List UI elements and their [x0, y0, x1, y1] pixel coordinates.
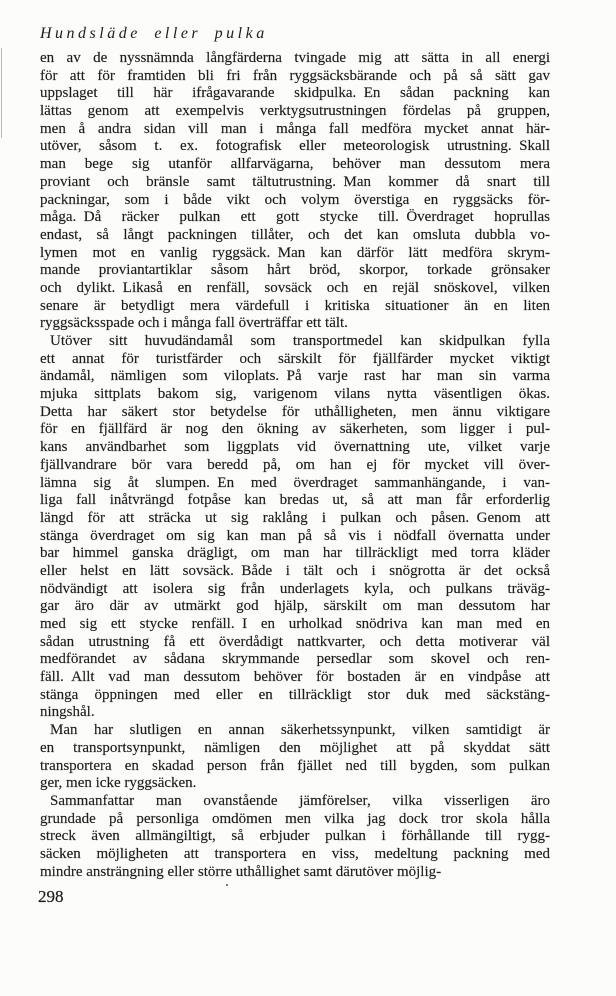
- text-line: man bege sig utanför allfarvägarna, behöver man dessutom mera: [40, 156, 550, 173]
- text-line: liga fall inåtvrängd fotpåse kan bredas ut, så att man får erforderlig: [40, 492, 550, 509]
- text-line: packningar, som i både vikt och volym överstiga en ryggsäcks för-: [40, 191, 550, 208]
- text-line: fjällvandrare bör vara beredd på, om han ej för mycket vill över-: [40, 456, 550, 473]
- text-line: uppslaget till här ifrågavarande skidpulka. En sådan packning kan: [40, 85, 550, 102]
- paragraph: [40, 50, 550, 333]
- paragraph: [40, 793, 550, 881]
- print-speck: [226, 884, 228, 886]
- text-line: sådan utrustning få ett överdådigt nattkvarter, och detta motiverar väl: [40, 633, 550, 650]
- text-line: ger, men icke ryggsäcken.: [40, 775, 197, 792]
- text-line: streck även allmängiltigt, så erbjuder pulkan i förhållande till rygg-: [40, 828, 550, 845]
- text-line: en transportsynpunkt, nämligen den möjlighet att på skyddat sätt: [40, 739, 550, 756]
- text-line: Sammanfattar man ovanstående jämförelser, vilka visserligen äro: [50, 792, 550, 809]
- text-line: säcken möjligheten att transportera en viss, medeltung packning med: [40, 845, 550, 862]
- page-body: [40, 50, 550, 881]
- text-line: och dylikt. Likaså en renfäll, sovsäck och en rejäl snöskovel, vilken: [40, 279, 550, 296]
- text-line: gar äro där av utmärkt god hjälp, särskilt om man dessutom har: [40, 598, 550, 615]
- text-line: Man har slutligen en annan säkerhetssynpunkt, vilken samtidigt är: [50, 722, 550, 739]
- page-number: 298: [38, 887, 64, 906]
- text-line: lättas genom att exempelvis verktygsutrustningen fördelas på gruppen,: [40, 103, 550, 120]
- paragraph: [40, 722, 550, 793]
- text-line: proviant och bränsle samt tältutrustning. Man kommer då snart till: [40, 173, 550, 190]
- text-line: ändamål, nämligen som viloplats. På varje rast har man sin varma: [40, 368, 550, 385]
- text-line: grundade på personliga omdömen men vilka jag dock tror skola hålla: [40, 810, 550, 827]
- text-line: Utöver sitt huvudändamål som transportmedel kan skidpulkan fylla: [50, 333, 550, 349]
- text-line: utöver, såsom t. ex. fotografisk eller meteorologisk utrustning. Skall: [40, 138, 550, 155]
- text-line: ryggsäcksspade och i många fall överträffar ett tält.: [40, 315, 348, 332]
- text-line: senare är betydligt mera värdefull i kritiska situationer än en liten: [40, 297, 550, 314]
- text-line: men å andra sidan vill man i många fall medföra mycket annat här-: [40, 120, 550, 137]
- text-line: med sig ett stycke renfäll. I en urholkad snödriva kan man med en: [40, 616, 550, 632]
- text-line: bar himmel ganska drägligt, om man har tillräckligt med torra kläder: [40, 545, 550, 562]
- text-line: mindre ansträngning eller större uthållighet samt därutöver möjlig-: [40, 863, 442, 880]
- text-line: transportera en skadad person från fjället ned till bygden, som pulkan: [40, 757, 550, 774]
- text-line: lymen mot en vanlig ryggsäck. Man kan därför lätt medföra skrym-: [40, 244, 550, 261]
- text-line: för att för framtiden bli fri från ryggsäcksbärande och på så sätt gav: [40, 67, 550, 84]
- running-header: Hundsläde eller pulka: [40, 25, 268, 42]
- text-line: längd för att sträcka ut sig raklång i pulkan och påsen. Genom att: [40, 509, 550, 526]
- text-line: fäll. Allt vad man dessutom behöver för bostaden är en vindpåse att: [40, 669, 550, 686]
- text-line: stänga öppningen med eller en tillräckligt stor duk med säckstäng-: [40, 686, 550, 703]
- text-line: eller helst en lätt sovsäck. Både i tält och i snögrotta är det också: [40, 562, 550, 579]
- text-line: ningshål.: [40, 704, 95, 721]
- text-line: en av de nyssnämnda långfärderna tvingade mig att sätta in all energi: [40, 50, 550, 66]
- text-line: nödvändigt att isolera sig från underlagets kyla, och pulkans träväg-: [40, 580, 550, 597]
- text-line: stänga överdraget om sig kan man på så vis i nödfall övernatta under: [40, 527, 550, 544]
- scan-edge-artifact: [1, 48, 2, 138]
- text-line: medförandet av sådana skrymmande persedlar som skovel och ren-: [40, 651, 550, 668]
- text-line: kans användbarhet som liggplats vid övernattning ute, vilket varje: [40, 439, 550, 456]
- text-line: Detta har säkert stor betydelse för uthålligheten, men ännu viktigare: [40, 403, 550, 420]
- text-line: endast, så långt packningen tillåter, och det kan omsluta dubbla vo-: [40, 226, 550, 243]
- text-line: måga. Då räcker pulkan ett gott stycke till. Överdraget hoprullas: [40, 209, 550, 226]
- text-line: ett annat för turistfärder och särskilt för fjällfärder mycket viktigt: [40, 350, 550, 367]
- text-line: lämna sig åt slumpen. En med överdraget sammanhängande, i van-: [40, 474, 550, 491]
- text-line: mande proviantartiklar såsom hårt bröd, skorpor, torkade grönsaker: [40, 262, 550, 279]
- text-line: för en fjällfärd är nog den ökning av säkerheten, som ligger i pul-: [40, 421, 550, 438]
- text-line: mjuka sittplats bakom sig, varigenom vilans nytta väsentligen ökas.: [40, 386, 550, 403]
- paragraph: [40, 333, 550, 722]
